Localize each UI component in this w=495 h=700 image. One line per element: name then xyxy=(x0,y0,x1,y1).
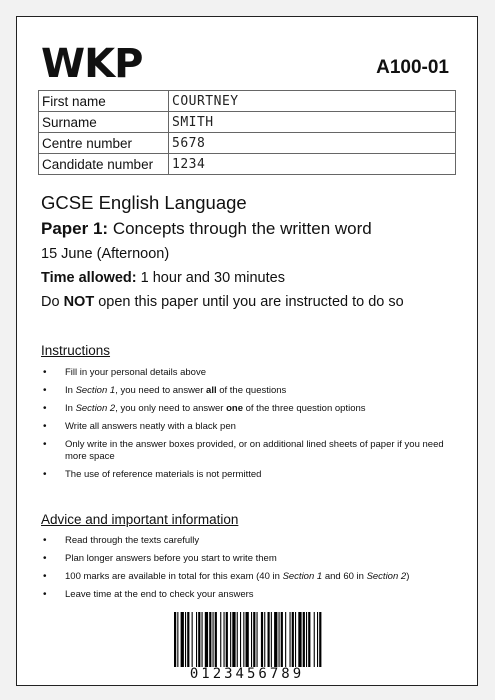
list-item: • Plan longer answers before you start to write them xyxy=(41,553,451,565)
exam-date: 15 June (Afternoon) xyxy=(41,246,170,262)
candidate-details-table xyxy=(38,90,456,175)
subject-title: GCSE English Language xyxy=(41,192,247,213)
time-label: Time allowed: xyxy=(41,270,137,286)
paper-code: A100-01 xyxy=(376,57,449,78)
list-item: • Leave time at the end to check your answers xyxy=(41,589,451,601)
barcode-digits: 0123456789 xyxy=(189,666,305,682)
advice-heading: Advice and important information xyxy=(41,512,239,527)
do-not-open-notice xyxy=(41,294,404,310)
surname-label: Surname xyxy=(39,112,169,133)
list-item: • Fill in your personal details above xyxy=(41,367,451,379)
first-name-field[interactable]: COURTNEY xyxy=(169,91,456,112)
advice-list xyxy=(41,535,451,607)
list-item: • Write all answers neatly with a black pen xyxy=(41,421,451,433)
centre-number-label: Centre number xyxy=(39,133,169,154)
candidate-number-label: Candidate number xyxy=(39,154,169,175)
table-row xyxy=(39,91,456,112)
list-item: • In Section 1, you need to answer all of the questions xyxy=(41,385,451,397)
paper-name: Concepts through the written word xyxy=(108,219,372,238)
list-item: • Read through the texts carefully xyxy=(41,535,451,547)
list-item: • Only write in the answer boxes provided, or on additional lined sheets of paper if you need more space xyxy=(41,439,451,463)
first-name-label: First name xyxy=(39,91,169,112)
barcode-icon xyxy=(172,612,322,667)
notice-emphasis: NOT xyxy=(63,294,95,310)
table-row xyxy=(39,133,456,154)
time-value: 1 hour and 30 minutes xyxy=(136,270,285,286)
paper-prefix: Paper 1: xyxy=(41,219,109,238)
notice-text: open this paper until you are instructed to do so xyxy=(94,294,404,310)
table-row xyxy=(39,154,456,175)
table-row xyxy=(39,112,456,133)
list-item: • In Section 2, you only need to answer one of the three question options xyxy=(41,403,451,415)
list-item: • The use of reference materials is not permitted xyxy=(41,469,451,481)
paper-title xyxy=(41,219,372,239)
instructions-list xyxy=(41,367,451,487)
wkp-logo: WKP xyxy=(41,41,143,87)
centre-number-field[interactable]: 5678 xyxy=(169,133,456,154)
list-item: • 100 marks are available in total for this exam (40 in Section 1 and 60 in Section 2) xyxy=(41,571,451,583)
exam-cover-page xyxy=(16,16,478,686)
notice-text: Do xyxy=(41,294,64,310)
instructions-heading: Instructions xyxy=(41,343,111,358)
time-allowed xyxy=(41,270,285,286)
candidate-number-field[interactable]: 1234 xyxy=(169,154,456,175)
surname-field[interactable]: SMITH xyxy=(169,112,456,133)
